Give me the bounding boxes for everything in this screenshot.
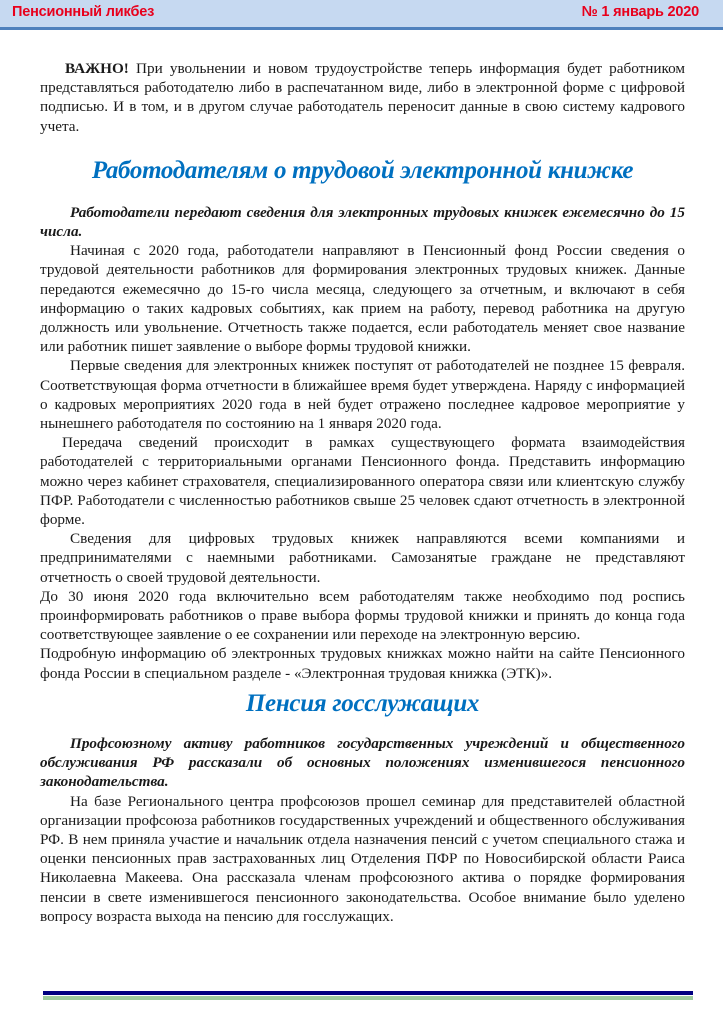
section1-paragraph: Передача сведений происходит в рамках существующего формата взаимодействия работодателей с территориальными органами Пенсионного фонда. Представить информацию можно через кабинет страхователя, специализированного оператора связи или клиентскую службу ПФР. Работодатели с численностью работников свыше 25 человек сдают отчетность в электронной форме. [40,434,685,529]
section-title-employers: Работодателям о трудовой электронной книжке [91,156,634,184]
section-title-civil-servants-pension: Пенсия госслужащих [245,689,480,717]
footer-decoration [43,996,693,1000]
section1-paragraph: Первые сведения для электронных книжек поступят от работодателей не позднее 15 февраля. Соответствующая форма отчетности в ближайшее время будет утверждена. Наряду с информацией о кадровых мероприятиях 2020 года в ней будет отражено последнее кадровое мероприятие у нынешнего работодателя по состоянию на 1 января 2020 года. [40,357,685,433]
section2-paragraph: На базе Регионального центра профсоюзов прошел семинар для представителей областной организации профсоюза работников государственных учреждений и общественного обслуживания РФ. В нем приняла участие и начальник отдела назначения пенсий с учетом специального стажа и оценки пенсионных прав застрахованных лиц Отделения ПФР по Новосибирской области Раиса Николаевна Макеева. Она рассказала членам профсоюзного актива о порядке формирования пенсии в свете изменившегося пенсионного законодательства. Особое внимание было уделено вопросу возраста выхода на пенсию для госслужащих. [40,792,685,925]
section2-lead: Профсоюзному активу работников государственных учреждений и общественного обслуживания РФ рассказали об основных положениях изменившегося пенсионного законодательства. [40,734,685,791]
intro-text: При увольнении и новом трудоустройстве теперь информация будет работником представляться работодателю либо в распечатанном виде, либо в электронной форме с цифровой подписью. И в том, и в другом случае работодатель переносит данные в свою систему кадрового учета. [40,60,685,135]
intro-paragraph [40,59,685,136]
section1-lead: Работодатели передают сведения для электронных трудовых книжек ежемесячно до 15 числа. [40,203,685,241]
footer-divider [43,991,693,995]
page-header [0,0,723,30]
publication-title: Пенсионный ликбез [12,4,155,20]
section1-paragraph: До 30 июня 2020 года включительно всем работодателям также необходимо под роспись проинформировать работников о праве выбора формы трудовой книжки и принять до конца года соответствующее заявление о ее сохранении или переходе на электронную версию. [40,587,685,644]
section1-paragraph: Начиная с 2020 года, работодатели направляют в Пенсионный фонд России сведения о трудовой деятельности работников для формирования электронных трудовых книжек. Данные передаются ежемесячно до 15-го числа месяца, следующего за отчетным, и включают в себя информацию о таких кадровых событиях, как прием на работу, перевод работника на другую должность или увольнение. Отчетность также подается, если работодатель меняет свое название или работник пишет заявление о выборе формы трудовой книжки. [40,242,685,356]
important-label: ВАЖНО! [65,60,129,77]
issue-date: № 1 январь 2020 [581,4,699,20]
section1-paragraph: Сведения для цифровых трудовых книжек направляются всеми компаниями и предпринимателями с наемными работниками. Самозанятые граждане не представляют отчетность о своей трудовой деятельности. [40,530,685,586]
page-content [40,59,685,926]
section1-paragraph: Подробную информацию об электронных трудовых книжках можно найти на сайте Пенсионного фонда России в специальном разделе - «Электронная трудовая книжка (ЭТК)». [40,645,685,682]
